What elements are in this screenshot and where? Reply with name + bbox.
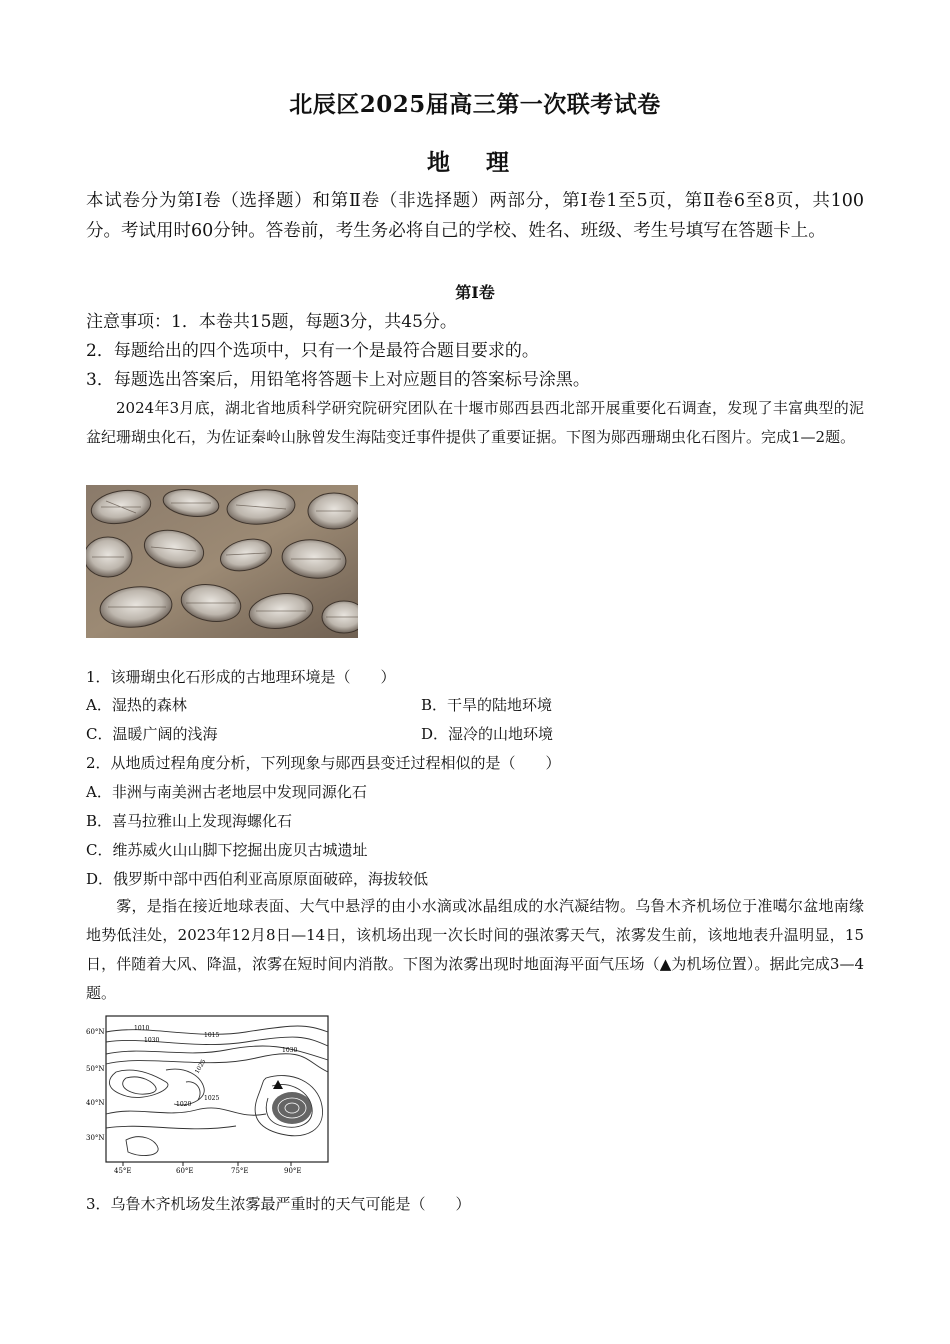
question-1-option-c: C．温暖广阔的浅海 xyxy=(86,725,218,743)
question-2-option-b: B．喜马拉雅山上发现海螺化石 xyxy=(86,812,293,830)
lat-label-50: 50°N xyxy=(86,1065,105,1073)
isobar-label-1030b: 1030 xyxy=(144,1037,160,1044)
notes-block xyxy=(86,308,864,395)
note-line-2: 2．每题给出的四个选项中，只有一个是最符合题目要求的。 xyxy=(86,341,539,361)
passage-fossil-text: 2024年3月底，湖北省地质科学研究院研究团队在十堰市郧西县西北部开展重要化石调查，发现了丰富典型的泥盆纪珊瑚虫化石，为佐证秦岭山脉曾发生海陆变迁事件提供了重要证据。下图为郧西珊瑚虫化石图片。完成1—2题。 xyxy=(86,399,864,446)
question-2-stem: 2．从地质过程角度分析，下列现象与郧西县变迁过程相似的是（ ） xyxy=(86,754,561,772)
note-line-1: 注意事项：1．本卷共15题，每题3分，共45分。 xyxy=(86,312,457,332)
passage-fog xyxy=(86,892,864,1008)
isobar-label-1015: 1015 xyxy=(204,1032,220,1039)
isobar-label-1025a: 1025 xyxy=(193,1058,208,1075)
isobar-label-1030a: 1030 xyxy=(282,1047,298,1054)
exam-title: 北辰区2025届高三第一次联考试卷 xyxy=(289,91,661,118)
subject-title: 地 理 xyxy=(426,149,523,176)
isobar-label-1010: 1010 xyxy=(134,1025,150,1032)
lon-label-75: 75°E xyxy=(231,1167,249,1175)
question-1-option-b: B．干旱的陆地环境 xyxy=(421,696,553,714)
pressure-map xyxy=(86,1010,332,1176)
passage-fog-text: 雾，是指在接近地球表面、大气中悬浮的由小水滴或冰晶组成的水汽凝结物。乌鲁木齐机场位于准噶尔盆地南缘地势低洼处，2023年12月8日—14日，该机场出现一次长时间的强浓雾天气，浓雾发生前，该地地表升温明显，15日，伴随着大风、降温，浓雾在短时间内消散。下图为浓雾出现时地面海平面气压场（▲为机场位置）。据此完成3—4题。 xyxy=(86,897,864,1002)
question-1-option-d: D．湿冷的山地环境 xyxy=(421,725,554,743)
lon-label-45: 45°E xyxy=(114,1167,132,1175)
question-1-option-a: A．湿热的森林 xyxy=(86,696,187,714)
lat-label-40: 40°N xyxy=(86,1099,105,1107)
question-2-option-d: D．俄罗斯中部中西伯利亚高原原面破碎，海拔较低 xyxy=(86,870,429,888)
question-3-stem: 3．乌鲁木齐机场发生浓雾最严重时的天气可能是（ ） xyxy=(86,1195,471,1213)
isobar-label-1020: 1020 xyxy=(176,1101,192,1108)
coral-fossil-image xyxy=(86,485,358,638)
question-1-stem: 1．该珊瑚虫化石形成的古地理环境是（ ） xyxy=(86,668,396,686)
question-2-option-a: A．非洲与南美洲古老地层中发现同源化石 xyxy=(86,783,367,801)
isobar-label-1025b: 1025 xyxy=(204,1095,220,1102)
question-2-option-c: C．维苏威火山山脚下挖掘出庞贝古城遗址 xyxy=(86,841,368,859)
exam-instructions: 本试卷分为第Ⅰ卷（选择题）和第Ⅱ卷（非选择题）两部分，第Ⅰ卷1至5页，第Ⅱ卷6至8页，共100分。考试用时60分钟。答卷前，考生务必将自己的学校、姓名、班级、考生号填写在答题卡上。 xyxy=(86,191,864,241)
lat-label-30: 30°N xyxy=(86,1134,105,1142)
lon-label-60: 60°E xyxy=(176,1167,194,1175)
part-one-heading: 第Ⅰ卷 xyxy=(455,283,495,302)
lat-label-60: 60°N xyxy=(86,1028,105,1036)
passage-fossil xyxy=(86,394,864,452)
note-line-3: 3．每题选出答案后，用铅笔将答题卡上对应题目的答案标号涂黑。 xyxy=(86,370,590,390)
lon-label-90: 90°E xyxy=(284,1167,302,1175)
